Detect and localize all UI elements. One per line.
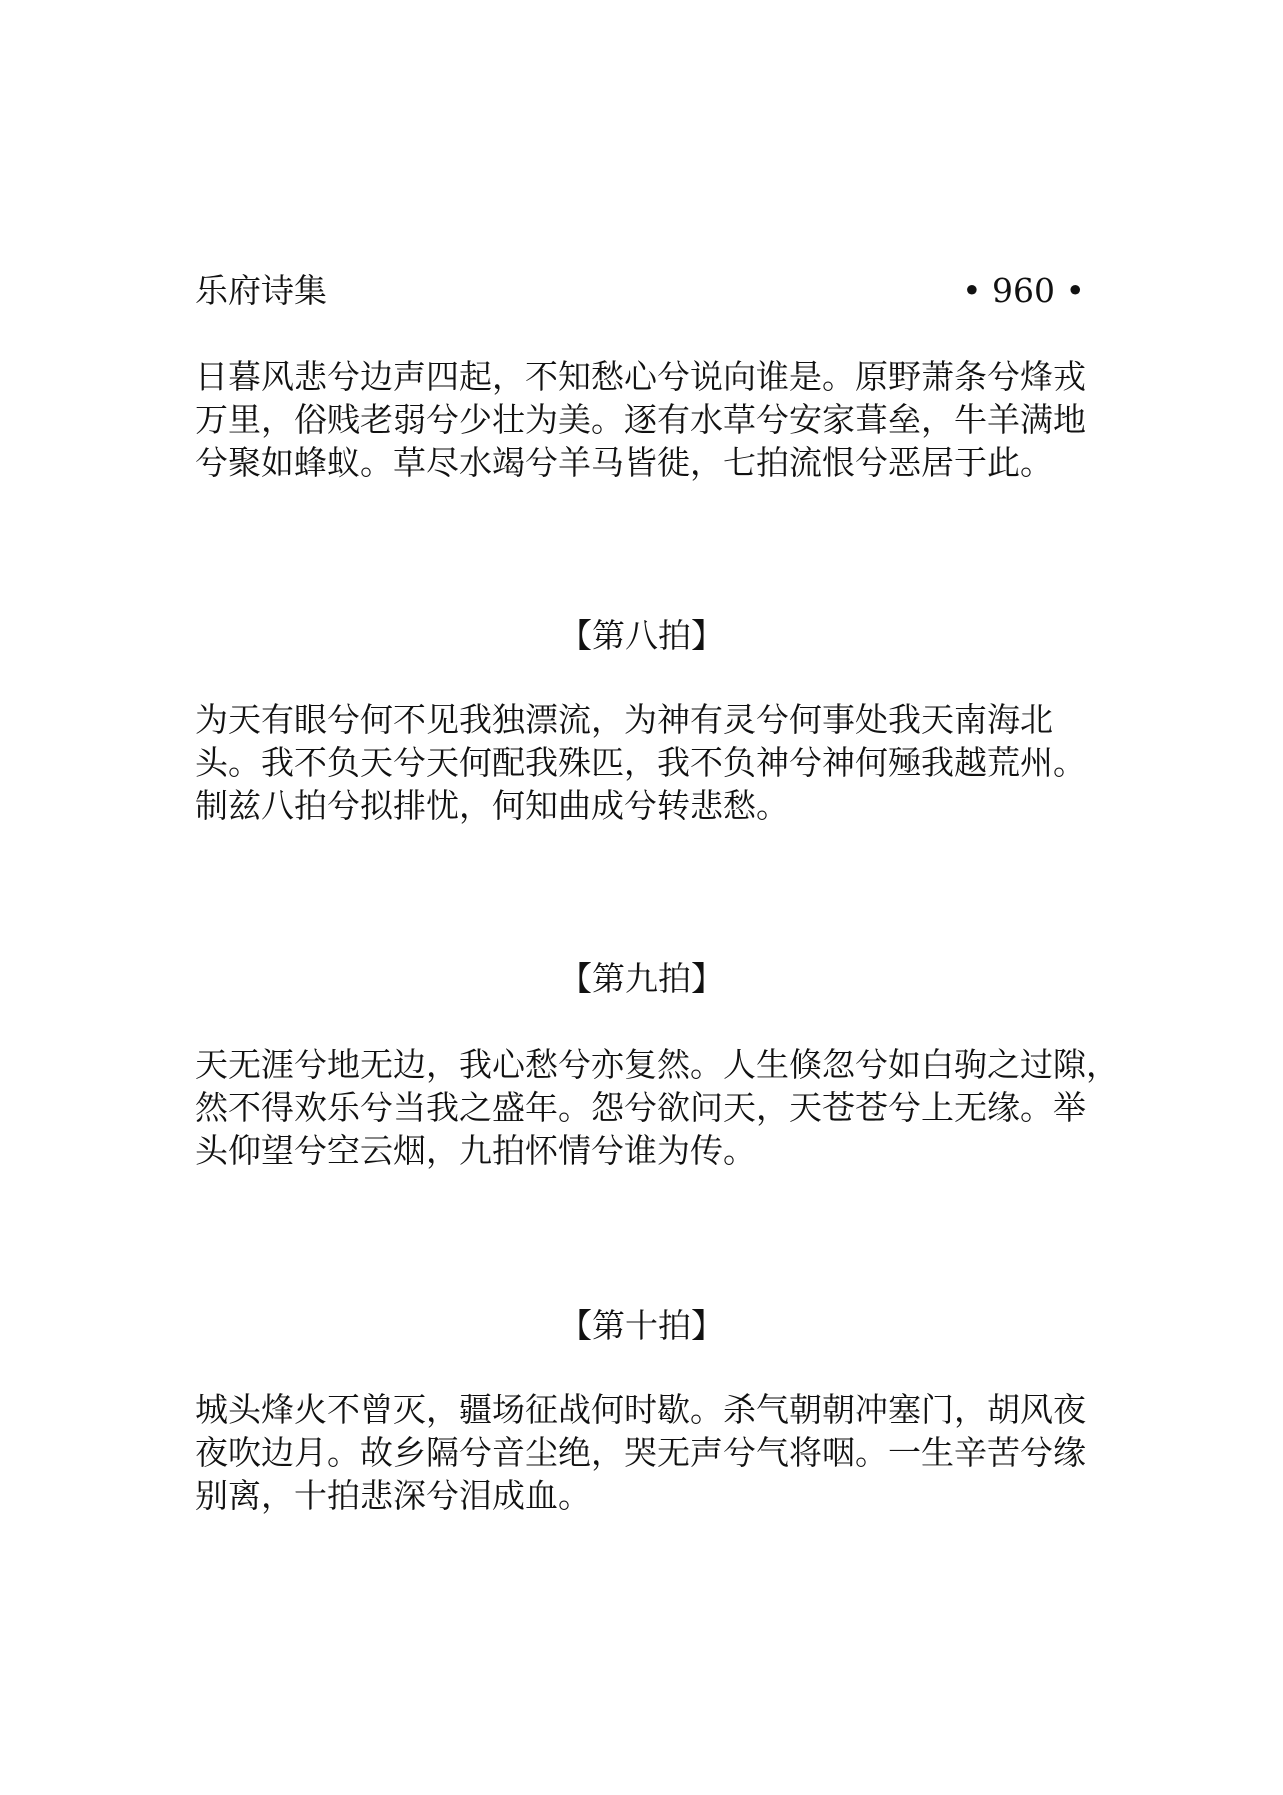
text-line: 别离，十拍悲深兮泪成血。: [195, 1476, 591, 1515]
text-line: 兮聚如蜂蚁。草尽水竭兮羊马皆徙，七拍流恨兮恶居于此。: [195, 443, 1053, 482]
page-header: [195, 268, 1085, 314]
text-line: 头仰望兮空云烟，九拍怀情兮谁为传。: [195, 1131, 756, 1170]
text-line: 制兹八拍兮拟排忧，何知曲成兮转悲愁。: [195, 786, 789, 825]
text-line: 夜吹边月。故乡隔兮音尘绝，哭无声兮气将咽。一生辛苦兮缘: [195, 1433, 1086, 1472]
poem-paragraph-9: [195, 1043, 1119, 1172]
book-title: 乐府诗集: [195, 271, 327, 310]
text-line: 天无涯兮地无边，我心愁兮亦复然。人生倏忽兮如白驹之过隙，: [195, 1045, 1119, 1084]
text-line: 然不得欢乐兮当我之盛年。怨兮欲问天，天苍苍兮上无缘。举: [195, 1088, 1086, 1127]
text-line: 万里，俗贱老弱兮少壮为美。逐有水草兮安家葺垒，牛羊满地: [195, 400, 1086, 439]
text-line: 头。我不负天兮天何配我殊匹，我不负神兮神何殛我越荒州。: [195, 743, 1086, 782]
text-line: 城头烽火不曾灭，疆场征战何时歇。杀气朝朝冲塞门，胡风夜: [195, 1390, 1086, 1429]
text-line: 为天有眼兮何不见我独漂流，为神有灵兮何事处我天南海北: [195, 700, 1053, 739]
section-heading-10: 【第十拍】: [559, 1306, 724, 1345]
poem-paragraph-7: [195, 355, 1095, 484]
poem-paragraph-8: [195, 698, 1095, 827]
poem-paragraph-10: [195, 1388, 1095, 1517]
page-number: • 960 •: [962, 271, 1085, 310]
section-heading-8: 【第八拍】: [559, 616, 724, 655]
text-line: 日暮风悲兮边声四起，不知愁心兮说向谁是。原野萧条兮烽戎: [195, 357, 1086, 396]
section-heading-9: 【第九拍】: [559, 959, 724, 998]
